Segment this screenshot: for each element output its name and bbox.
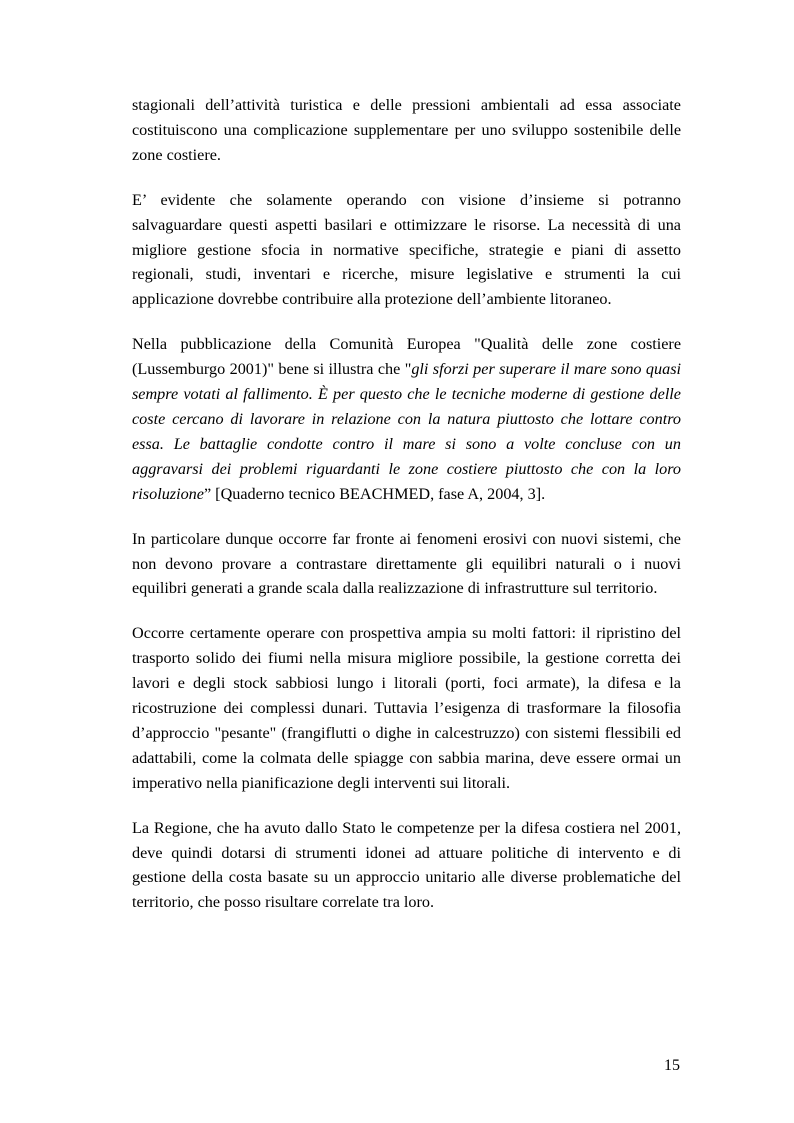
paragraph [132, 527, 681, 602]
paragraph-text: E’ evidente che solamente operando con visione d’insieme si potranno salvaguardare questi aspetti basilari e ottimizzare le risorse. La necessità di una migliore gestione sfocia in normative specifiche, strategie e piani di assetto regionali, studi, inventari e ricerche, misure legislative e strumenti la cui applicazione dovrebbe contribuire alla protezione dell’ambiente litoraneo. [132, 190, 681, 309]
paragraph-text: stagionali dell’attività turistica e delle pressioni ambientali ad essa associate costituiscono una complicazione supplementare per uno sviluppo sostenibile delle zone costiere. [132, 96, 681, 164]
paragraph-text: In particolare dunque occorre far fronte ai fenomeni erosivi con nuovi sistemi, che non devono provare a contrastare direttamente gli equilibri naturali o i nuovi equilibri generati a grande scala dalla realizzazione di infrastrutture sul territorio. [132, 529, 681, 598]
page-body [132, 93, 681, 935]
paragraph-with-quote [132, 332, 681, 506]
paragraph-text: Occorre certamente operare con prospettiva ampia su molti fattori: il ripristino del trasporto solido dei fiumi nella misura migliore possibile, la gestione corretta dei lavori e degli stock sabbiosi lungo i litorali (porti, foci armate), la difesa e la ricostruzione dei complessi dunari. Tuttavia l’esigenza di trasformare la filosofia d’approccio "pesante" (frangiflutti o dighe in calcestruzzo) con sistemi flessibili ed adattabili, come la colmata delle spiagge con sabbia marina, deve essere ormai un imperativo nella pianificazione degli interventi sui litorali. [132, 624, 681, 792]
paragraph-text: Nella pubblicazione della Comunità Europea "Qualità delle zone costiere (Lussemburgo 2001)" bene si illustra che " [132, 335, 681, 379]
italic-quote: gli sforzi per superare il mare sono quasi sempre votati al fallimento. È per questo che le tecniche moderne di gestione delle coste cercano di lavorare in relazione con la natura piuttosto che lottare contro essa. Le battaglie condotte contro il mare si sono a volte concluse con un aggravarsi dei problemi riguardanti le zone costiere piuttosto che con la loro risoluzione [132, 360, 681, 503]
page-number: 15 [664, 1057, 680, 1074]
paragraph [132, 188, 681, 313]
paragraph-text: La Regione, che ha avuto dallo Stato le competenze per la difesa costiera nel 2001, deve quindi dotarsi di strumenti idonei ad attuare politiche di intervento e di gestione della costa basate su un approccio unitario alle diverse problematiche del territorio, che posso risultare correlate tra loro. [132, 818, 681, 912]
paragraph [132, 621, 681, 795]
citation-text: ” [Quaderno tecnico BEACHMED, fase A, 2004, 3]. [203, 484, 546, 503]
paragraph [132, 93, 681, 168]
paragraph [132, 816, 681, 916]
